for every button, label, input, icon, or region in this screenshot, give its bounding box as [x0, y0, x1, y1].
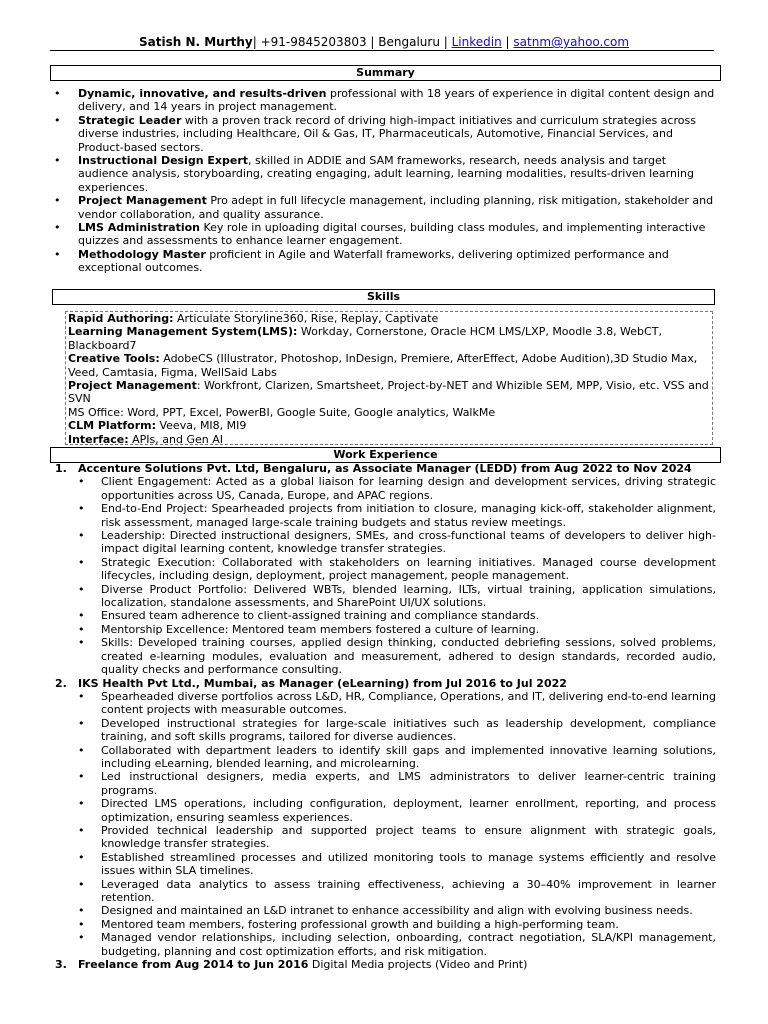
job-title — [52, 462, 716, 475]
job-duty-text: Established streamlined processes and utilized monitoring tools to manage systems efficiently and resolve issues within SLA timelines. — [101, 850, 716, 878]
summary-item-text: Key role in uploading digital courses, building class modules, and implementing interactive quizzes and assessments to enhance learner engagement. — [78, 221, 706, 248]
job-duty — [78, 931, 716, 958]
summary-item-lead: Project Management — [78, 194, 207, 208]
bullet-icon: • — [78, 689, 85, 703]
job-number: 1. — [55, 462, 67, 475]
skill-category: Rapid Authoring: — [68, 312, 174, 325]
skill-row — [68, 325, 712, 352]
job-duty — [78, 743, 716, 771]
summary-item-lead: Strategic Leader — [78, 113, 182, 127]
skills-title: Skills — [366, 290, 401, 303]
bullet-icon: • — [54, 221, 61, 235]
skill-category: Learning Management System(LMS): — [68, 325, 298, 339]
job-duty — [78, 529, 716, 556]
summary-item — [54, 194, 718, 221]
job-duty-text: Spearheaded diverse portfolios across L&D, HR, Compliance, Operations, and IT, delivering end-to-end learning content projects with measurable outcomes. — [101, 689, 716, 717]
bullet-icon: • — [78, 716, 85, 730]
job-duty-text: Leveraged data analytics to assess training effectiveness, achieving a 30–40% improvement in learner retention. — [101, 877, 716, 904]
summary-item-text: proficient in Agile and Waterfall frameworks, delivering optimized performance and exceptional outcomes. — [78, 247, 669, 275]
job-number: 2. — [55, 676, 67, 690]
summary-item — [54, 221, 718, 248]
skill-row — [68, 379, 712, 406]
skills-list — [68, 312, 712, 446]
summary-item — [54, 247, 718, 275]
header-divider — [50, 50, 714, 51]
job-title — [52, 958, 716, 971]
job-duty-text: Developed instructional strategies for large-scale initiatives such as leadership development, compliance training, and soft skills programs, tailored for diverse audiences. — [101, 716, 716, 744]
job-duty-text: Led instructional designers, media experts, and LMS administrators to deliver learner-centric training programs. — [101, 770, 716, 797]
job-duty-text: Directed LMS operations, including configuration, deployment, learner enrollment, reporting, and process optimization, ensuring seamless experiences. — [101, 797, 716, 824]
bullet-icon: • — [78, 904, 85, 918]
job-duty — [78, 716, 716, 744]
bullet-icon: • — [78, 502, 85, 516]
contact-phone-location: | +91-9845203803 | Bengaluru | — [252, 35, 448, 49]
skills-heading — [52, 289, 715, 305]
skill-values: MS Office: Word, PPT, Excel, PowerBI, Google Suite, Google analytics, WalkMe — [68, 405, 496, 419]
job-title-text: Accenture Solutions Pvt. Ltd, Bengaluru, as Associate Manager (LEDD) from Aug 2022 to Nov 2024 — [78, 462, 692, 475]
skill-category: Creative Tools: — [68, 352, 160, 366]
bullet-icon: • — [78, 582, 85, 596]
bullet-icon: • — [78, 797, 85, 811]
job-duty-text: Designed and maintained an L&D intranet to enhance accessibility and align with evolving business needs. — [101, 904, 693, 918]
bullet-icon: • — [78, 622, 85, 636]
contact-header — [0, 34, 768, 50]
bullet-icon: • — [78, 475, 85, 489]
job-title — [52, 677, 716, 690]
job-duty — [78, 582, 716, 610]
summary-list — [54, 87, 718, 275]
skill-category: CLM Platform: — [68, 419, 156, 433]
job-duty — [78, 622, 716, 636]
job-duty — [78, 502, 716, 529]
skill-row — [68, 312, 712, 325]
bullet-icon: • — [54, 87, 61, 100]
job-duty-text: Diverse Product Portfolio: Delivered WBTs, blended learning, ILTs, virtual training, application simulations, localization, standalone assessments, and SharePoint UI/UX solutions. — [101, 582, 716, 610]
job-duty-text: Mentorship Excellence: Mentored team members fostered a culture of learning. — [101, 622, 540, 636]
skill-category: Interface: — [68, 432, 129, 446]
summary-item — [54, 154, 718, 194]
job-duty — [78, 797, 716, 824]
summary-item-text: professional with 18 years of experience in digital content design and delivery, and 14 years in project management. — [78, 87, 715, 114]
job-duty-text: End-to-End Project: Spearheaded projects from initiation to closure, managing kick-off, stakeholder alignment, risk assessment, managed large-scale training budgets and status review meetings. — [101, 502, 716, 529]
job-duty-text: Provided technical leadership and supported project teams to ensure alignment with strategic goals, knowledge transfer strategies. — [101, 823, 716, 851]
summary-item-text: Pro adept in full lifecycle management, including planning, risk mitigation, stakeholder and vendor collaboration, and quality assurance. — [78, 194, 714, 221]
job-duty — [78, 475, 716, 502]
skill-values: Workday, Cornerstone, Oracle HCM LMS/LXP, Moodle 3.8, WebCT, Blackboard7 — [68, 325, 662, 352]
skill-category: Project Management — [68, 379, 197, 393]
bullet-icon: • — [78, 877, 85, 891]
bullet-icon: • — [78, 529, 85, 543]
job-duty — [78, 904, 716, 918]
job-entry — [52, 462, 716, 677]
job-title-suffix: Digital Media projects (Video and Print) — [308, 958, 528, 972]
job-duty — [78, 917, 716, 931]
bullet-icon: • — [54, 247, 61, 261]
skill-row — [68, 352, 712, 379]
bullet-icon: • — [78, 917, 85, 931]
skill-values: APIs, and Gen AI — [128, 432, 223, 446]
job-duty — [78, 823, 716, 851]
skill-values: Articulate Storyline360, Rise, Replay, Captivate — [173, 312, 439, 325]
skill-values: AdobeCS (Illustrator, Photoshop, InDesign, Premiere, AfterEffect, Adobe Audition),3D Studio Max, Veed, Camtasia, Figma, WellSaid Labs — [68, 352, 698, 379]
job-duty — [78, 850, 716, 878]
linkedin-link[interactable]: Linkedin — [451, 35, 502, 49]
summary-heading — [50, 65, 721, 81]
skill-values: Veeva, MI8, MI9 — [156, 419, 247, 433]
work-heading — [50, 447, 721, 463]
bullet-icon: • — [54, 194, 61, 208]
bullet-icon: • — [78, 743, 85, 757]
job-duty — [78, 609, 716, 623]
job-duty-text: Mentored team members, fostering professional growth and building a high-performing team. — [101, 917, 619, 931]
summary-item-lead: Dynamic, innovative, and results-driven — [78, 87, 327, 100]
job-duty-text: Collaborated with department leaders to identify skill gaps and implemented innovative learning solutions, including eLearning, blended learning, and microlearning. — [101, 743, 716, 770]
summary-title: Summary — [356, 66, 415, 79]
summary-item-lead: Instructional Design Expert — [78, 154, 249, 168]
contact-separator: | — [505, 35, 510, 49]
skill-row — [68, 433, 712, 446]
job-duty-text: Ensured team adherence to client-assigned training and compliance standards. — [101, 609, 540, 623]
job-duty — [78, 770, 716, 797]
bullet-icon: • — [78, 609, 85, 623]
job-entry — [52, 958, 716, 971]
summary-item-lead: LMS Administration — [78, 221, 200, 235]
bullet-icon: • — [54, 113, 61, 127]
job-number: 3. — [55, 958, 67, 972]
candidate-name: Satish N. Murthy — [138, 35, 253, 49]
skill-row — [68, 419, 712, 432]
bullet-icon: • — [78, 770, 85, 784]
job-duties — [78, 475, 716, 677]
summary-item-lead: Methodology Master — [78, 247, 206, 261]
job-title-text: Freelance from Aug 2014 to Jun 2016 — [78, 958, 309, 972]
bullet-icon: • — [78, 636, 85, 650]
job-title-text: IKS Health Pvt Ltd., Mumbai, as Manager (eLearning) from Jul 2016 to Jul 2022 — [78, 676, 567, 690]
summary-item-text: with a proven track record of driving high-impact initiatives and curriculum strategies across diverse industries, including Healthcare, Oil & Gas, IT, Pharmaceuticals, Automotive, Financial Services, and Product-based sectors. — [78, 113, 696, 154]
bullet-icon: • — [78, 931, 85, 945]
job-entry — [52, 677, 716, 959]
summary-item-text: , skilled in ADDIE and SAM frameworks, research, needs analysis and target audience analysis, storyboarding, creating engaging, adult learning, learning modalities, results-driven learning experiences. — [78, 154, 694, 194]
bullet-icon: • — [78, 850, 85, 864]
job-duty-text: Skills: Developed training courses, applied design thinking, conducted debriefing sessions, solved problems, created e-learning modules, evaluation and measurement, adhered to design standards, recorded audio, quality checks and performance consulting. — [101, 636, 716, 677]
job-duty — [78, 636, 716, 677]
work-experience-list — [52, 462, 716, 971]
job-duties — [78, 689, 716, 958]
bullet-icon: • — [54, 154, 61, 168]
job-duty-text: Client Engagement: Acted as a global liaison for learning design and development services, driving strategic opportunities across US, Canada, Europe, and APAC regions. — [101, 475, 716, 502]
email-link[interactable]: satnm@yahoo.com — [513, 35, 630, 49]
bullet-icon: • — [78, 555, 85, 569]
job-duty — [78, 555, 716, 583]
job-duty — [78, 689, 716, 717]
job-duty-text: Managed vendor relationships, including selection, onboarding, contract negotiation, SLA/KPI management, budgeting, planning and cost optimization efforts, and risk mitigation. — [101, 931, 716, 958]
skill-values: : Workfront, Clarizen, Smartsheet, Project-by-NET and Whizible SEM, MPP, Visio, etc. VSS and SVN — [68, 379, 709, 406]
skill-row — [68, 406, 712, 419]
job-duty-text: Leadership: Directed instructional designers, SMEs, and cross-functional teams of developers to deliver high-impact digital learning content, knowledge transfer strategies. — [101, 529, 716, 556]
bullet-icon: • — [78, 823, 85, 837]
work-title: Work Experience — [333, 448, 438, 461]
summary-item — [54, 87, 718, 114]
job-duty-text: Strategic Execution: Collaborated with stakeholders on learning initiatives. Managed course development lifecycles, including design, deployment, project management, people management. — [101, 555, 716, 583]
job-duty — [78, 877, 716, 905]
summary-item — [54, 113, 718, 154]
